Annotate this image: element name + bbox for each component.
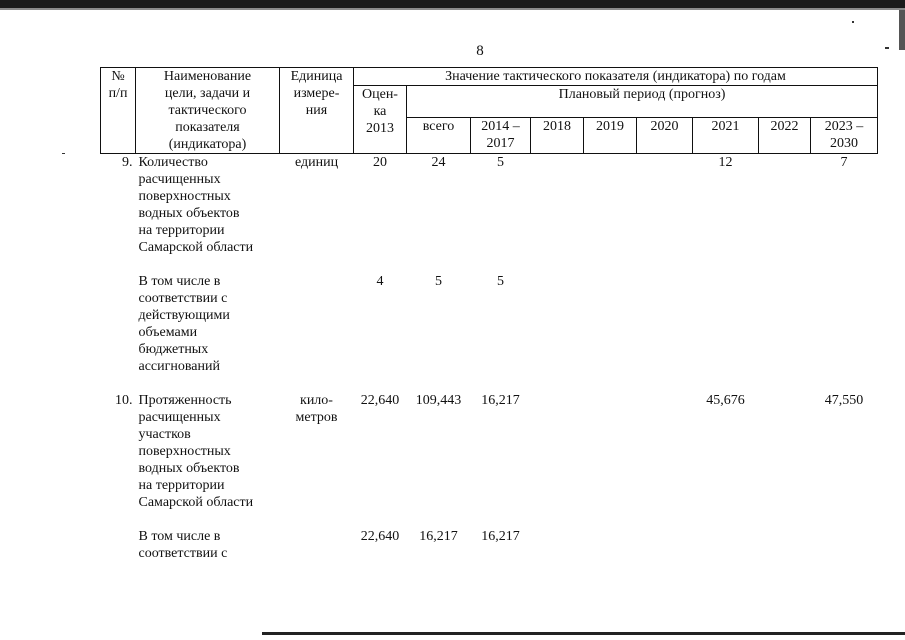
row-num [101, 273, 136, 392]
cell-2021 [693, 273, 759, 392]
cell-estimate: 22,640 [360, 528, 400, 544]
cell-total: 5 [435, 273, 442, 289]
row-name: Количество расчищенных поверхностных водных объектов на территории Самарской области [138, 155, 254, 255]
row-unit [280, 528, 354, 568]
header-total: всего [407, 118, 471, 154]
cell-estimate: 4 [376, 273, 384, 289]
cell-2023-2030 [811, 273, 878, 392]
cell-2022 [759, 273, 811, 392]
cell-2019 [584, 528, 637, 568]
header-plan-title: Плановый период (прогноз) [407, 86, 878, 118]
cell-2023-2030 [811, 528, 878, 568]
cell-2023-2030: 7 [840, 155, 848, 170]
scan-edge-top-shadow [0, 8, 905, 10]
header-2018: 2018 [531, 118, 584, 154]
header-unit: Единица измере- ния [280, 68, 354, 154]
cell-2022 [759, 392, 811, 528]
scan-speck [62, 153, 65, 154]
header-2014-2017: 2014 – 2017 [471, 118, 531, 154]
cell-2018 [531, 392, 584, 528]
header-2021: 2021 [693, 118, 759, 154]
row-unit [280, 273, 354, 392]
cell-estimate: 22,640 [360, 392, 400, 408]
cell-2020 [637, 154, 693, 273]
cell-2019 [584, 273, 637, 392]
cell-2019 [584, 154, 637, 273]
cell-2018 [531, 273, 584, 392]
header-2019: 2019 [584, 118, 637, 154]
header-2022: 2022 [759, 118, 811, 154]
cell-2014-2017: 16,217 [481, 392, 520, 408]
cell-2020 [637, 392, 693, 528]
row-name: В том числе в соответствии с действующими объемами бюджетных ассигнований [138, 273, 230, 374]
header-estimate: Оцен- ка 2013 [354, 86, 407, 154]
cell-estimate: 20 [373, 155, 387, 170]
cell-2014-2017: 5 [497, 273, 504, 289]
row-unit: единиц [294, 155, 339, 170]
row-name: В том числе в соответствии с [138, 528, 228, 561]
cell-2021: 45,676 [706, 392, 745, 408]
table-row [101, 154, 878, 273]
table-row [101, 528, 878, 568]
scan-edge-right [899, 10, 905, 50]
cell-2018 [531, 528, 584, 568]
cell-2022 [759, 154, 811, 273]
table-row [101, 392, 878, 528]
scan-speck [852, 21, 854, 23]
cell-2019 [584, 392, 637, 528]
cell-2022 [759, 528, 811, 568]
scan-edge-top [0, 0, 905, 8]
row-unit: кило- метров [295, 392, 338, 425]
row-num: 9. [122, 155, 133, 170]
row-num [101, 528, 136, 568]
header-name: Наименование цели, задачи и тактического показателя (индикатора) [136, 68, 280, 154]
row-num: 10. [115, 392, 133, 408]
row-name: Протяженность расчищенных участков поверхностных водных объектов на территории Самарской области [138, 392, 254, 510]
page-number: 8 [476, 43, 484, 59]
cell-total: 109,443 [415, 392, 462, 408]
cell-2014-2017: 16,217 [481, 528, 520, 544]
cell-2020 [637, 528, 693, 568]
cell-total: 16,217 [419, 528, 458, 544]
scan-speck [885, 47, 889, 49]
cell-2018 [531, 154, 584, 273]
cell-2021: 12 [718, 155, 733, 170]
cell-2020 [637, 273, 693, 392]
table-row [101, 273, 878, 392]
header-num: № п/п [101, 68, 136, 154]
header-2023-2030: 2023 – 2030 [811, 118, 878, 154]
indicator-table [100, 67, 878, 568]
cell-2023-2030: 47,550 [824, 392, 864, 408]
header-2020: 2020 [637, 118, 693, 154]
scan-edge-bottom [262, 632, 905, 635]
header-row-1 [101, 68, 878, 86]
cell-total: 24 [431, 155, 446, 170]
cell-2021 [693, 528, 759, 568]
cell-2014-2017: 5 [497, 155, 504, 170]
header-value-title: Значение тактического показателя (индикатора) по годам [354, 68, 878, 86]
